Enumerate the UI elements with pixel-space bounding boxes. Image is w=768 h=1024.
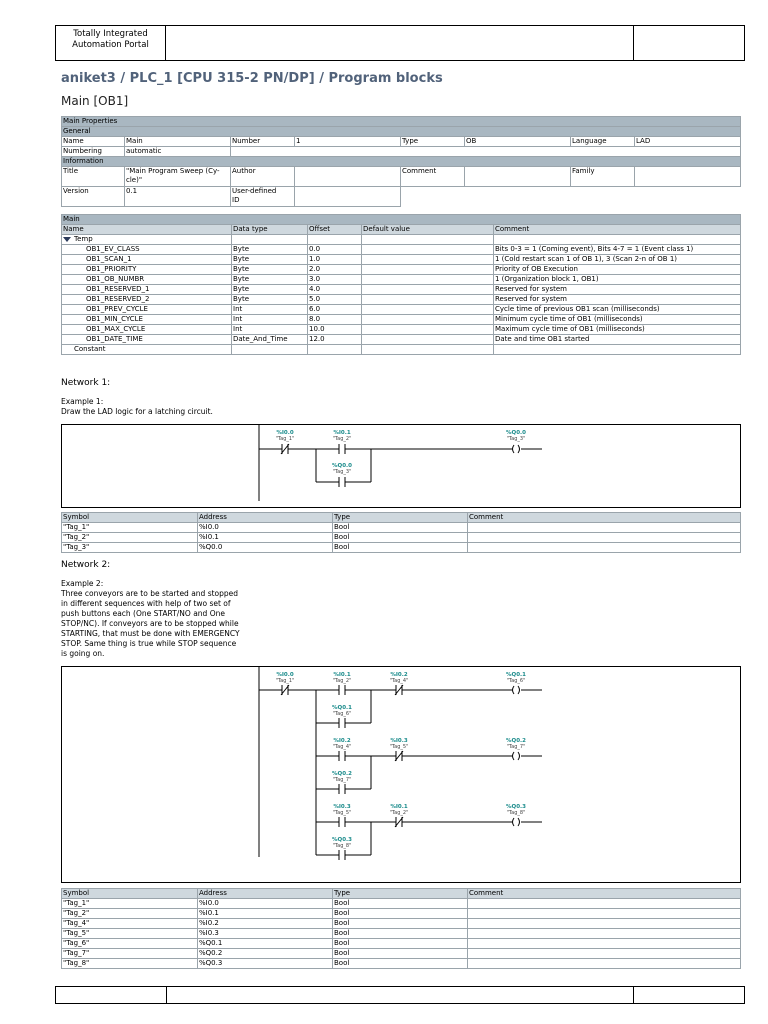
table-cell: Bool xyxy=(333,949,468,959)
network-1-title: Network 1: xyxy=(61,378,111,388)
table-cell: %I0.1 xyxy=(198,533,333,543)
prop-value xyxy=(125,167,231,187)
table-cell xyxy=(468,939,741,949)
tag-label: "Tag_2" xyxy=(389,810,409,816)
prop-value: 0.1 xyxy=(125,187,231,207)
desc-line: Three conveyors are to be started and stopped xyxy=(61,589,239,598)
coil-right xyxy=(518,818,520,826)
addr-label: %Q0.0 xyxy=(332,463,352,469)
cell xyxy=(362,345,494,355)
tag-label: "Tag_1" xyxy=(275,678,295,684)
app-name-line1: Totally Integrated xyxy=(73,29,148,39)
table-cell xyxy=(362,245,494,255)
tag-label: "Tag_6" xyxy=(506,678,526,684)
app-name-line2: Automation Portal xyxy=(72,40,149,50)
ladder-network-2 xyxy=(61,666,741,883)
prop-value: 1 xyxy=(295,137,401,147)
column-header: Symbol xyxy=(62,889,198,899)
symbols-header-row xyxy=(62,889,741,899)
prop-value: Main xyxy=(125,137,231,147)
desc-line: STARTING, that must be done with EMERGENCY xyxy=(61,629,240,638)
table-cell: Cycle time of previous OB1 scan (milliseconds) xyxy=(494,305,741,315)
table-cell: Byte xyxy=(232,245,308,255)
cell xyxy=(308,235,362,245)
table-cell xyxy=(362,285,494,295)
prop-label: Comment xyxy=(401,167,465,187)
prop-value: LAD xyxy=(635,137,741,147)
addr-label: %Q0.2 xyxy=(506,738,526,744)
table-cell: Bool xyxy=(333,523,468,533)
table-row xyxy=(62,245,741,255)
desc-line: push buttons each (One START/NO and One xyxy=(61,609,225,618)
addr-label: %I0.3 xyxy=(390,738,408,744)
column-header: Address xyxy=(198,513,333,523)
interface-table xyxy=(61,214,741,355)
table-cell: "Tag_3" xyxy=(62,543,198,553)
desc-line: STOP/NC). If conveyors are to be stopped while xyxy=(61,619,239,628)
table-cell xyxy=(468,523,741,533)
table-cell: Priority of OB Execution xyxy=(494,265,741,275)
table-cell: %Q0.3 xyxy=(198,959,333,969)
table-cell: %Q0.2 xyxy=(198,949,333,959)
table-cell: OB1_OB_NUMBR xyxy=(62,275,232,285)
table-cell xyxy=(468,533,741,543)
tag-label: "Tag_8" xyxy=(332,843,352,849)
table-cell: 2.0 xyxy=(308,265,362,275)
table-cell xyxy=(468,959,741,969)
ladder-diagram-1 xyxy=(62,425,740,507)
coil-left xyxy=(513,445,515,453)
table-cell: 0.0 xyxy=(308,245,362,255)
table-cell: Reserved for system xyxy=(494,285,741,295)
table-cell: 1 (Cold restart scan 1 of OB 1), 3 (Scan 2-n of OB 1) xyxy=(494,255,741,265)
table-cell: Byte xyxy=(232,295,308,305)
table-row xyxy=(62,315,741,325)
prop-empty xyxy=(231,147,741,157)
section-general: General xyxy=(62,127,741,137)
table-cell: OB1_RESERVED_2 xyxy=(62,295,232,305)
addr-label: %Q0.3 xyxy=(332,837,352,843)
prop-label: Title xyxy=(62,167,125,187)
table-cell: %I0.2 xyxy=(198,919,333,929)
table-cell: %Q0.0 xyxy=(198,543,333,553)
tag-label: "Tag_7" xyxy=(506,744,526,750)
cell xyxy=(232,235,308,245)
table-cell: "Tag_2" xyxy=(62,909,198,919)
network-1-example: Example 1: xyxy=(61,397,104,406)
table-cell: OB1_MIN_CYCLE xyxy=(62,315,232,325)
table-cell: %I0.0 xyxy=(198,899,333,909)
prop-label: Numbering xyxy=(62,147,125,157)
table-cell: 6.0 xyxy=(308,305,362,315)
app-logo-text xyxy=(56,26,166,60)
network-2-example: Example 2: xyxy=(61,579,104,588)
table-cell: OB1_PRIORITY xyxy=(62,265,232,275)
page-footer xyxy=(55,986,745,1004)
prop-value xyxy=(295,167,401,187)
coil-left xyxy=(513,686,515,694)
addr-label: %Q0.0 xyxy=(506,430,526,436)
table-row xyxy=(62,285,741,295)
table-cell: 1 (Organization block 1, OB1) xyxy=(494,275,741,285)
prop-label: Author xyxy=(231,167,295,187)
ladder-diagram-2 xyxy=(62,667,740,882)
tag-label: "Tag_2" xyxy=(332,678,352,684)
table-cell: Byte xyxy=(232,265,308,275)
column-header: Comment xyxy=(468,513,741,523)
table-cell: "Tag_4" xyxy=(62,919,198,929)
table-cell: Byte xyxy=(232,285,308,295)
table-cell xyxy=(362,315,494,325)
prop-label: Number xyxy=(231,137,295,147)
prop-value xyxy=(465,167,571,187)
addr-label: %Q0.1 xyxy=(506,672,526,678)
table-cell: %I0.3 xyxy=(198,929,333,939)
table-row xyxy=(62,325,741,335)
prop-label: Version xyxy=(62,187,125,207)
column-header: Name xyxy=(62,225,232,235)
table-cell: "Tag_8" xyxy=(62,959,198,969)
addr-label: %Q0.1 xyxy=(332,705,352,711)
tag-label: "Tag_3" xyxy=(332,469,352,475)
cell xyxy=(362,235,494,245)
addr-label: %I0.1 xyxy=(333,430,351,436)
desc-line: STOP. Same thing is true while STOP sequence xyxy=(61,639,237,648)
table-cell: OB1_PREV_CYCLE xyxy=(62,305,232,315)
ladder-network-1 xyxy=(61,424,741,508)
section-main-properties: Main Properties xyxy=(62,117,741,127)
tag-label: "Tag_4" xyxy=(332,744,352,750)
table-row xyxy=(62,533,741,543)
table-row xyxy=(62,899,741,909)
table-cell: Reserved for system xyxy=(494,295,741,305)
table-cell: "Tag_7" xyxy=(62,949,198,959)
addr-label: %Q0.2 xyxy=(332,771,352,777)
table-row xyxy=(62,929,741,939)
cell xyxy=(494,345,741,355)
prop-empty xyxy=(401,187,741,207)
footer-divider xyxy=(166,987,167,1003)
addr-label: %Q0.3 xyxy=(506,804,526,810)
desc-line: in different sequences with help of two set of xyxy=(61,599,231,608)
table-cell: Bool xyxy=(333,919,468,929)
addr-label: %I0.2 xyxy=(333,738,351,744)
addr-label: %I0.2 xyxy=(390,672,408,678)
table-row xyxy=(62,523,741,533)
title-line-1: "Main Program Sweep (Cy- xyxy=(126,167,220,175)
table-row xyxy=(62,959,741,969)
table-cell: OB1_DATE_TIME xyxy=(62,335,232,345)
table-cell: Byte xyxy=(232,275,308,285)
table-cell: 10.0 xyxy=(308,325,362,335)
table-cell xyxy=(362,295,494,305)
table-row xyxy=(62,295,741,305)
prop-label: Type xyxy=(401,137,465,147)
prop-value: automatic xyxy=(125,147,231,157)
table-cell: 5.0 xyxy=(308,295,362,305)
table-cell: OB1_MAX_CYCLE xyxy=(62,325,232,335)
addr-label: %I0.1 xyxy=(333,672,351,678)
desc-line: is going on. xyxy=(61,649,105,658)
table-cell: Bool xyxy=(333,959,468,969)
tag-label: "Tag_3" xyxy=(506,436,526,442)
page-header xyxy=(55,25,745,61)
tag-label: "Tag_2" xyxy=(332,436,352,442)
table-cell: OB1_EV_CLASS xyxy=(62,245,232,255)
cell xyxy=(308,345,362,355)
section-main: Main xyxy=(62,215,741,225)
prop-label: Name xyxy=(62,137,125,147)
table-cell xyxy=(468,899,741,909)
group-label: Temp xyxy=(74,235,93,243)
table-cell: "Tag_5" xyxy=(62,929,198,939)
page-title: Main [OB1] xyxy=(61,94,129,108)
tag-label: "Tag_5" xyxy=(332,810,352,816)
column-header: Comment xyxy=(468,889,741,899)
title-line-2: cle)" xyxy=(126,176,143,184)
table-row xyxy=(62,949,741,959)
table-cell: OB1_SCAN_1 xyxy=(62,255,232,265)
table-row xyxy=(62,909,741,919)
column-header: Default value xyxy=(362,225,494,235)
table-cell: %I0.1 xyxy=(198,909,333,919)
table-cell xyxy=(362,325,494,335)
userid-line-1: User-defined xyxy=(232,187,277,195)
table-cell: "Tag_6" xyxy=(62,939,198,949)
table-row xyxy=(62,939,741,949)
footer-divider xyxy=(633,987,634,1003)
addr-label: %I0.3 xyxy=(333,804,351,810)
table-cell: 12.0 xyxy=(308,335,362,345)
table-cell: Maximum cycle time of OB1 (milliseconds) xyxy=(494,325,741,335)
table-row xyxy=(62,275,741,285)
table-cell: 4.0 xyxy=(308,285,362,295)
column-header: Comment xyxy=(494,225,741,235)
table-row xyxy=(62,335,741,345)
table-cell: Bool xyxy=(333,939,468,949)
table-row xyxy=(62,265,741,275)
table-row xyxy=(62,543,741,553)
table-cell: Int xyxy=(232,305,308,315)
table-cell xyxy=(468,909,741,919)
addr-label: %I0.0 xyxy=(276,672,294,678)
cell xyxy=(494,235,741,245)
prop-label xyxy=(231,187,295,207)
table-cell: Bool xyxy=(333,929,468,939)
column-header: Data type xyxy=(232,225,308,235)
tree-row-temp[interactable] xyxy=(62,235,232,245)
column-header: Offset xyxy=(308,225,362,235)
table-cell xyxy=(362,255,494,265)
table-cell: %Q0.1 xyxy=(198,939,333,949)
prop-label: Language xyxy=(571,137,635,147)
prop-value: OB xyxy=(465,137,571,147)
tag-label: "Tag_8" xyxy=(506,810,526,816)
table-cell: 1.0 xyxy=(308,255,362,265)
table-cell: %I0.0 xyxy=(198,523,333,533)
network-2-desc xyxy=(61,589,240,659)
table-cell: Bool xyxy=(333,543,468,553)
column-header: Type xyxy=(333,889,468,899)
addr-label: %I0.0 xyxy=(276,430,294,436)
symbols-table-1 xyxy=(61,512,741,553)
prop-value xyxy=(295,187,401,207)
table-cell: Int xyxy=(232,325,308,335)
table-cell: "Tag_2" xyxy=(62,533,198,543)
table-row xyxy=(62,255,741,265)
table-cell xyxy=(468,543,741,553)
column-header: Type xyxy=(333,513,468,523)
table-cell: Bool xyxy=(333,909,468,919)
breadcrumb: aniket3 / PLC_1 [CPU 315-2 PN/DP] / Program blocks xyxy=(61,71,443,86)
cell xyxy=(232,345,308,355)
userid-line-2: ID xyxy=(232,196,240,204)
column-header: Symbol xyxy=(62,513,198,523)
section-information: Information xyxy=(62,157,741,167)
table-cell: Date_And_Time xyxy=(232,335,308,345)
table-cell: 3.0 xyxy=(308,275,362,285)
table-cell: Bool xyxy=(333,533,468,543)
network-1-desc: Draw the LAD logic for a latching circuit. xyxy=(61,407,213,416)
network-2-title: Network 2: xyxy=(61,560,111,570)
table-cell xyxy=(468,929,741,939)
tree-row-constant[interactable]: Constant xyxy=(62,345,232,355)
tag-label: "Tag_5" xyxy=(389,744,409,750)
coil-left xyxy=(513,752,515,760)
addr-label: %I0.1 xyxy=(390,804,408,810)
table-cell: Minimum cycle time of OB1 (milliseconds) xyxy=(494,315,741,325)
table-cell xyxy=(468,949,741,959)
table-cell: Date and time OB1 started xyxy=(494,335,741,345)
table-cell: OB1_RESERVED_1 xyxy=(62,285,232,295)
tag-label: "Tag_6" xyxy=(332,711,352,717)
table-cell xyxy=(362,275,494,285)
table-cell xyxy=(362,305,494,315)
table-row xyxy=(62,305,741,315)
symbols-header-row xyxy=(62,513,741,523)
column-header: Address xyxy=(198,889,333,899)
prop-label: Family xyxy=(571,167,635,187)
table-cell: Bool xyxy=(333,899,468,909)
table-cell: "Tag_1" xyxy=(62,899,198,909)
symbols-table-2 xyxy=(61,888,741,969)
header-divider xyxy=(633,26,634,60)
tag-label: "Tag_1" xyxy=(275,436,295,442)
coil-right xyxy=(518,752,520,760)
table-cell xyxy=(468,919,741,929)
coil-right xyxy=(518,686,520,694)
prop-value xyxy=(635,167,741,187)
table-cell: 8.0 xyxy=(308,315,362,325)
table-cell: Bits 0-3 = 1 (Coming event), Bits 4-7 = 1 (Event class 1) xyxy=(494,245,741,255)
chevron-down-icon[interactable] xyxy=(63,237,71,242)
table-cell: Int xyxy=(232,315,308,325)
table-cell xyxy=(362,265,494,275)
coil-left xyxy=(513,818,515,826)
table-cell: Byte xyxy=(232,255,308,265)
table-cell xyxy=(362,335,494,345)
table-cell: "Tag_1" xyxy=(62,523,198,533)
tag-label: "Tag_4" xyxy=(389,678,409,684)
tag-label: "Tag_7" xyxy=(332,777,352,783)
table-row xyxy=(62,919,741,929)
properties-table xyxy=(61,116,741,207)
coil-right xyxy=(518,445,520,453)
